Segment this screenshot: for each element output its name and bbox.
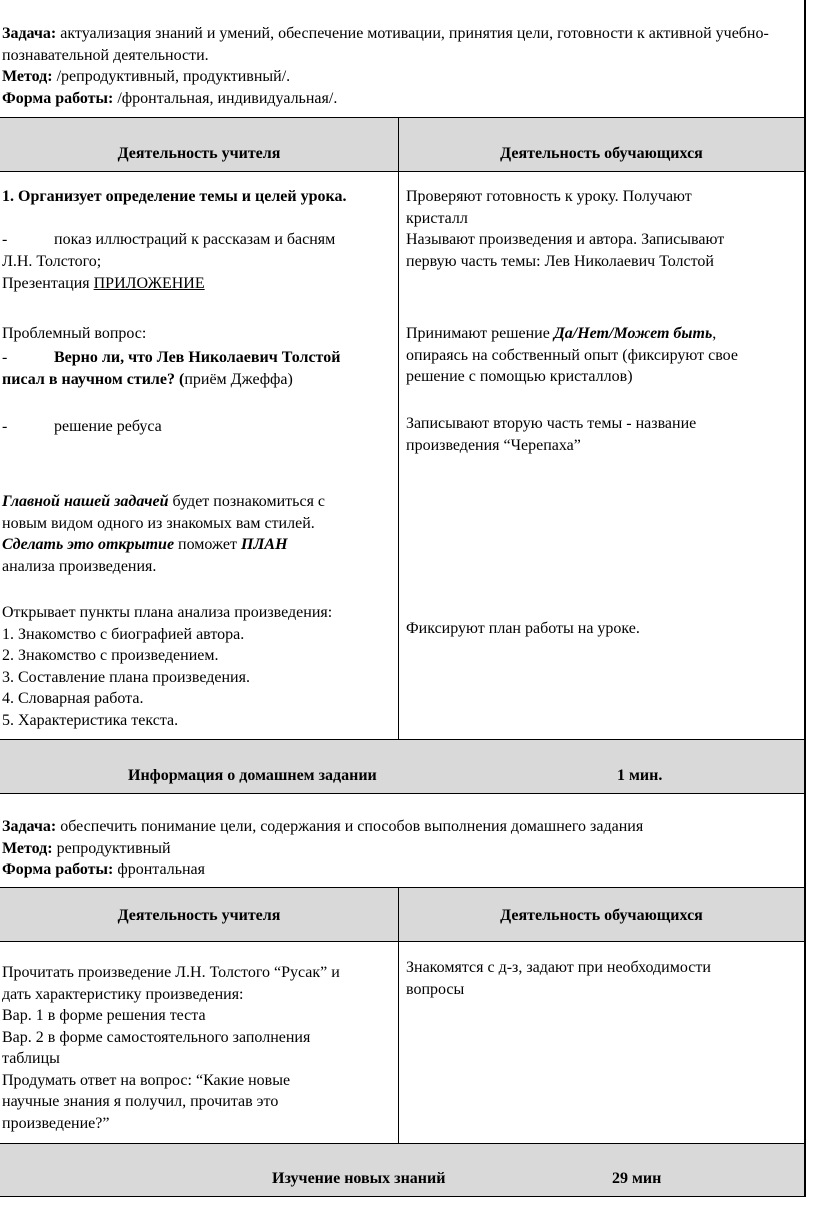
homework-line: таблицы: [2, 1050, 60, 1067]
second-line-1: Записывают вторую часть темы - название: [406, 415, 697, 432]
bullet-dash: -: [2, 231, 8, 248]
decision-line-2: опираясь на собственный опыт (фиксируют свое: [406, 346, 738, 364]
question-normal: приём Джеффа): [184, 371, 293, 388]
method-text-2: репродуктивный: [52, 839, 171, 857]
homework-line: Вар. 2 в форме самостоятельного заполнения: [2, 1028, 311, 1046]
students-block-1: [406, 186, 802, 272]
question-bold1: Верно ли, что Лев Николаевич Толстой: [54, 349, 341, 366]
decision-line: [406, 323, 802, 345]
plan-em: ПЛАН: [240, 536, 288, 553]
discover-em: Сделать это открытие: [2, 536, 175, 553]
second-line-2: произведения “Черепаха”: [406, 436, 581, 454]
homework-line: Прочитать произведение Л.Н. Толстого “Русак” и: [2, 964, 340, 981]
problem-question: Проблемный вопрос:: [2, 325, 147, 342]
main-task-line2: новым видом одного из знакомых вам стилей.: [2, 514, 315, 532]
hline-941: [0, 941, 806, 942]
teacher-bullet1-cont: Л.Н. Толстого;: [2, 253, 102, 270]
students-line: Проверяют готовность к уроку. Получают: [406, 188, 692, 205]
question-dash: -: [2, 349, 8, 366]
students-homework-line: вопросы: [406, 980, 465, 998]
students-homework-block: [406, 957, 802, 1000]
teacher-step1-title: 1. Организует определение темы и целей урока.: [2, 188, 347, 205]
students-fix-plan: Фиксируют план работы на уроке.: [406, 620, 640, 637]
students-line: первую часть темы: Лев Николаевич Толстой: [406, 252, 714, 270]
question-bold2: писал в научном стиле? (: [2, 371, 185, 388]
homework-line: произведение?”: [2, 1114, 110, 1132]
teacher-homework-block: [2, 962, 394, 1134]
main-task-1: будет познакомиться с: [168, 493, 326, 510]
decision-line-3: решение с помощью кристаллов): [406, 368, 633, 385]
vline-col-1: [398, 118, 399, 740]
hline-888: [0, 887, 806, 888]
bullet1-text: показ иллюстраций к рассказам и басням: [54, 231, 336, 248]
method-label-2: Метод:: [2, 839, 53, 857]
header-students-1: Деятельность обучающихся: [500, 145, 703, 162]
students-line: Называют произведения и автора. Записывают: [406, 231, 725, 248]
form-label: Форма работы:: [2, 89, 114, 107]
hline-740: [0, 739, 806, 740]
main-task-line4: анализа произведения.: [2, 557, 157, 575]
homework-line: дать характеристику произведения:: [2, 985, 244, 1003]
students-block-2: [406, 323, 802, 388]
header-teacher-2: Деятельность учителя: [117, 907, 281, 924]
task-text: актуализация знаний и умений, обеспечение мотивации, принятия цели, готовности к активной учебно-познавательной деятельности.: [2, 25, 769, 64]
form-label-2: Форма работы:: [2, 861, 114, 878]
rebus-text: решение ребуса: [54, 418, 162, 435]
homework-time: 1 мин.: [617, 767, 663, 784]
homework-title: Информация о домашнем задании: [128, 767, 377, 784]
plan-block: [2, 602, 394, 731]
new-knowledge-time: 29 мин: [612, 1170, 662, 1187]
form-text-2: фронтальная: [113, 861, 206, 878]
form-line-2: [2, 859, 792, 881]
header-teacher-1: Деятельность учителя: [117, 145, 281, 162]
task-label-2: Задача:: [2, 818, 57, 835]
question-line1: [2, 347, 394, 369]
main-task-line1: [2, 491, 394, 513]
students-homework-line: Знакомятся с д-з, задают при необходимости: [406, 959, 711, 976]
main-task-em: Главной нашей задачей: [2, 493, 169, 510]
question-line2: [2, 369, 293, 391]
method-line: [2, 66, 792, 88]
form-text: /фронтальная, индивидуальная/.: [113, 89, 338, 107]
method-label: Метод:: [2, 68, 53, 85]
task-label: Задача:: [2, 25, 57, 42]
decision-pre: Принимают решение: [406, 325, 554, 342]
section2-info: [2, 816, 792, 881]
teacher-presentation: [2, 273, 205, 295]
hline-793: [0, 793, 806, 794]
hline-118: [0, 117, 806, 118]
new-knowledge-title: Изучение новых знаний: [272, 1170, 446, 1187]
main-task-line3: [2, 534, 394, 556]
plan-item: 1. Знакомство с биографией автора.: [2, 625, 245, 643]
plan-item: 5. Характеристика текста.: [2, 711, 179, 729]
students-block-3: [406, 413, 802, 456]
method-text: /репродуктивный, продуктивный/.: [52, 68, 291, 85]
teacher-bullet1: [2, 229, 394, 251]
method-line-2: [2, 838, 792, 860]
right-border: [804, 0, 806, 1197]
homework-bar-bg: [0, 740, 806, 793]
discover-mid: поможет: [174, 536, 241, 553]
plan-intro: Открывает пункты плана анализа произведения:: [2, 604, 333, 621]
presentation-link[interactable]: ПРИЛОЖЕНИЕ: [93, 275, 205, 292]
decision-post: ,: [712, 325, 717, 342]
presentation-label: Презентация: [2, 275, 94, 292]
form-line: [2, 88, 792, 110]
homework-line: научные знания я получил, прочитав это: [2, 1093, 279, 1110]
plan-item: 3. Составление плана произведения.: [2, 668, 250, 686]
rebus-line: [2, 416, 162, 438]
hline-1197: [0, 1196, 806, 1197]
decision-em: Да/Нет/Может быть: [553, 325, 713, 342]
section1-info: [2, 23, 792, 109]
header-students-2: Деятельность обучающихся: [500, 907, 703, 924]
hline-171: [0, 171, 806, 172]
rebus-dash: -: [2, 418, 8, 435]
task-line-2: [2, 816, 792, 838]
main-task-block: [2, 491, 394, 577]
task-line: [2, 23, 792, 66]
task-text-2: обеспечить понимание цели, содержания и способов выполнения домашнего задания: [56, 818, 644, 835]
hline-1144: [0, 1143, 806, 1144]
plan-item: 2. Знакомство с произведением.: [2, 647, 219, 664]
plan-item: 4. Словарная работа.: [2, 690, 144, 707]
students-line: кристалл: [406, 209, 468, 227]
homework-line: Вар. 1 в форме решения теста: [2, 1007, 206, 1024]
homework-line: Продумать ответ на вопрос: “Какие новые: [2, 1071, 291, 1089]
